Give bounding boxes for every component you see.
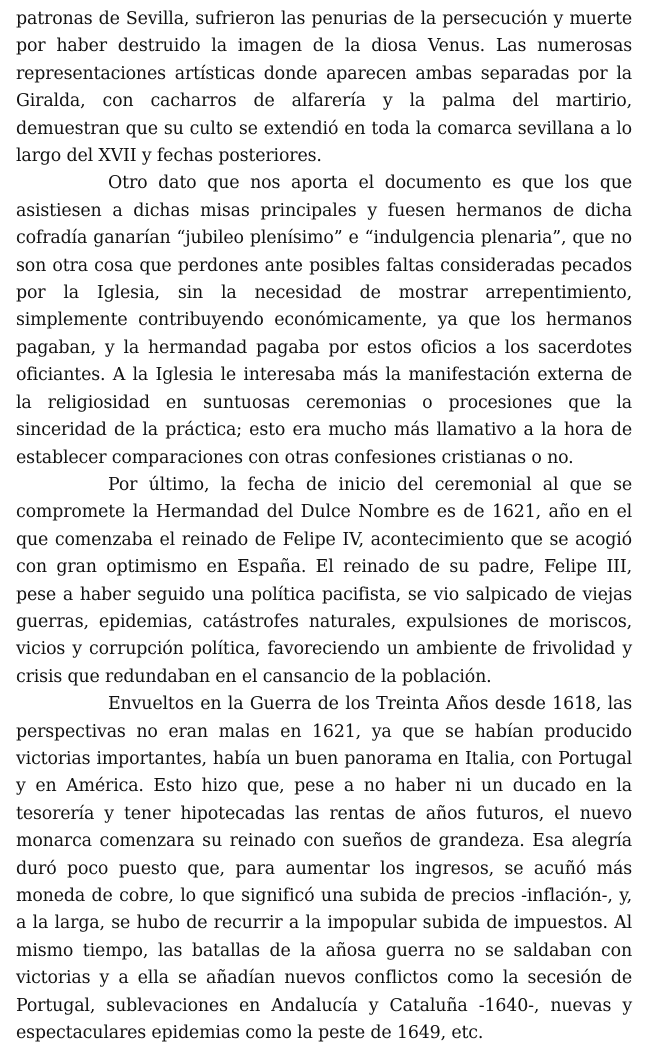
paragraph-4: Envueltos en la Guerra de los Treinta Años desde 1618, las perspectivas no eran malas en 1621, ya que se habían producido victorias importantes, había un buen panorama en Italia, con Portugal y en América. Esto hizo que, pese a no haber ni un ducado en la tesorería y tener hipotecadas las rentas de años futuros, el nuevo monarca comenzara su reinado con sueños de grandeza. Esa alegría duró poco puesto que, para aumentar los ingresos, se acuñó más moneda de cobre, lo que significó una subida de precios -inflación-, y, a la larga, se hubo de recurrir a la impopular subida de impuestos. Al mismo tiempo, las batallas de la añosa guerra no se saldaban con victorias y a ella se añadían nuevos conflictos como la secesión de Portugal, sublevaciones en Andalucía y Cataluña -1640-, nuevas y espectaculares epidemias como la peste de 1649, etc. xyxy=(16,694,632,1044)
paragraph-1: patronas de Sevilla, sufrieron las penurias de la persecución y muerte por haber destruido la imagen de la diosa Venus. Las numerosas representaciones artísticas donde aparecen ambas separadas por la Giralda, con cacharros de alfarería y la palma del martirio, demuestran que su culto se extendió en toda la comarca sevillana a lo largo del XVII y fechas posteriores. xyxy=(16,9,632,167)
paragraph-3: Por último, la fecha de inicio del ceremonial al que se compromete la Hermandad del Dulce Nombre es de 1621, año en el que comenzaba el reinado de Felipe IV, acontecimiento que se acogió con gran optimismo en España. El reinado de su padre, Felipe III, pese a haber seguido una política pacifista, se vio salpicado de viejas guerras, epidemias, catástrofes naturales, expulsiones de moriscos, vicios y corrupción política, favoreciendo un ambiente de frivolidad y crisis que redundaban en el cansancio de la población. xyxy=(16,474,632,687)
document-page xyxy=(16,6,632,1047)
paragraph-2: Otro dato que nos aporta el documento es que los que asistiesen a dichas misas principales y fuesen hermanos de dicha cofradía ganarían “jubileo plenísimo” e “indulgencia plenaria”, que no son otra cosa que perdones ante posibles faltas consideradas pecados por la Iglesia, sin la necesidad de mostrar arrepentimiento, simplemente contribuyendo económicamente, ya que los hermanos pagaban, y la hermandad pagaba por estos oficios a los sacerdotes oficiantes. A la Iglesia le interesaba más la manifestación externa de la religiosidad en suntuosas ceremonias o procesiones que la sinceridad de la práctica; esto era mucho más llamativo a la hora de establecer comparaciones con otras confesiones cristianas o no. xyxy=(16,173,632,468)
